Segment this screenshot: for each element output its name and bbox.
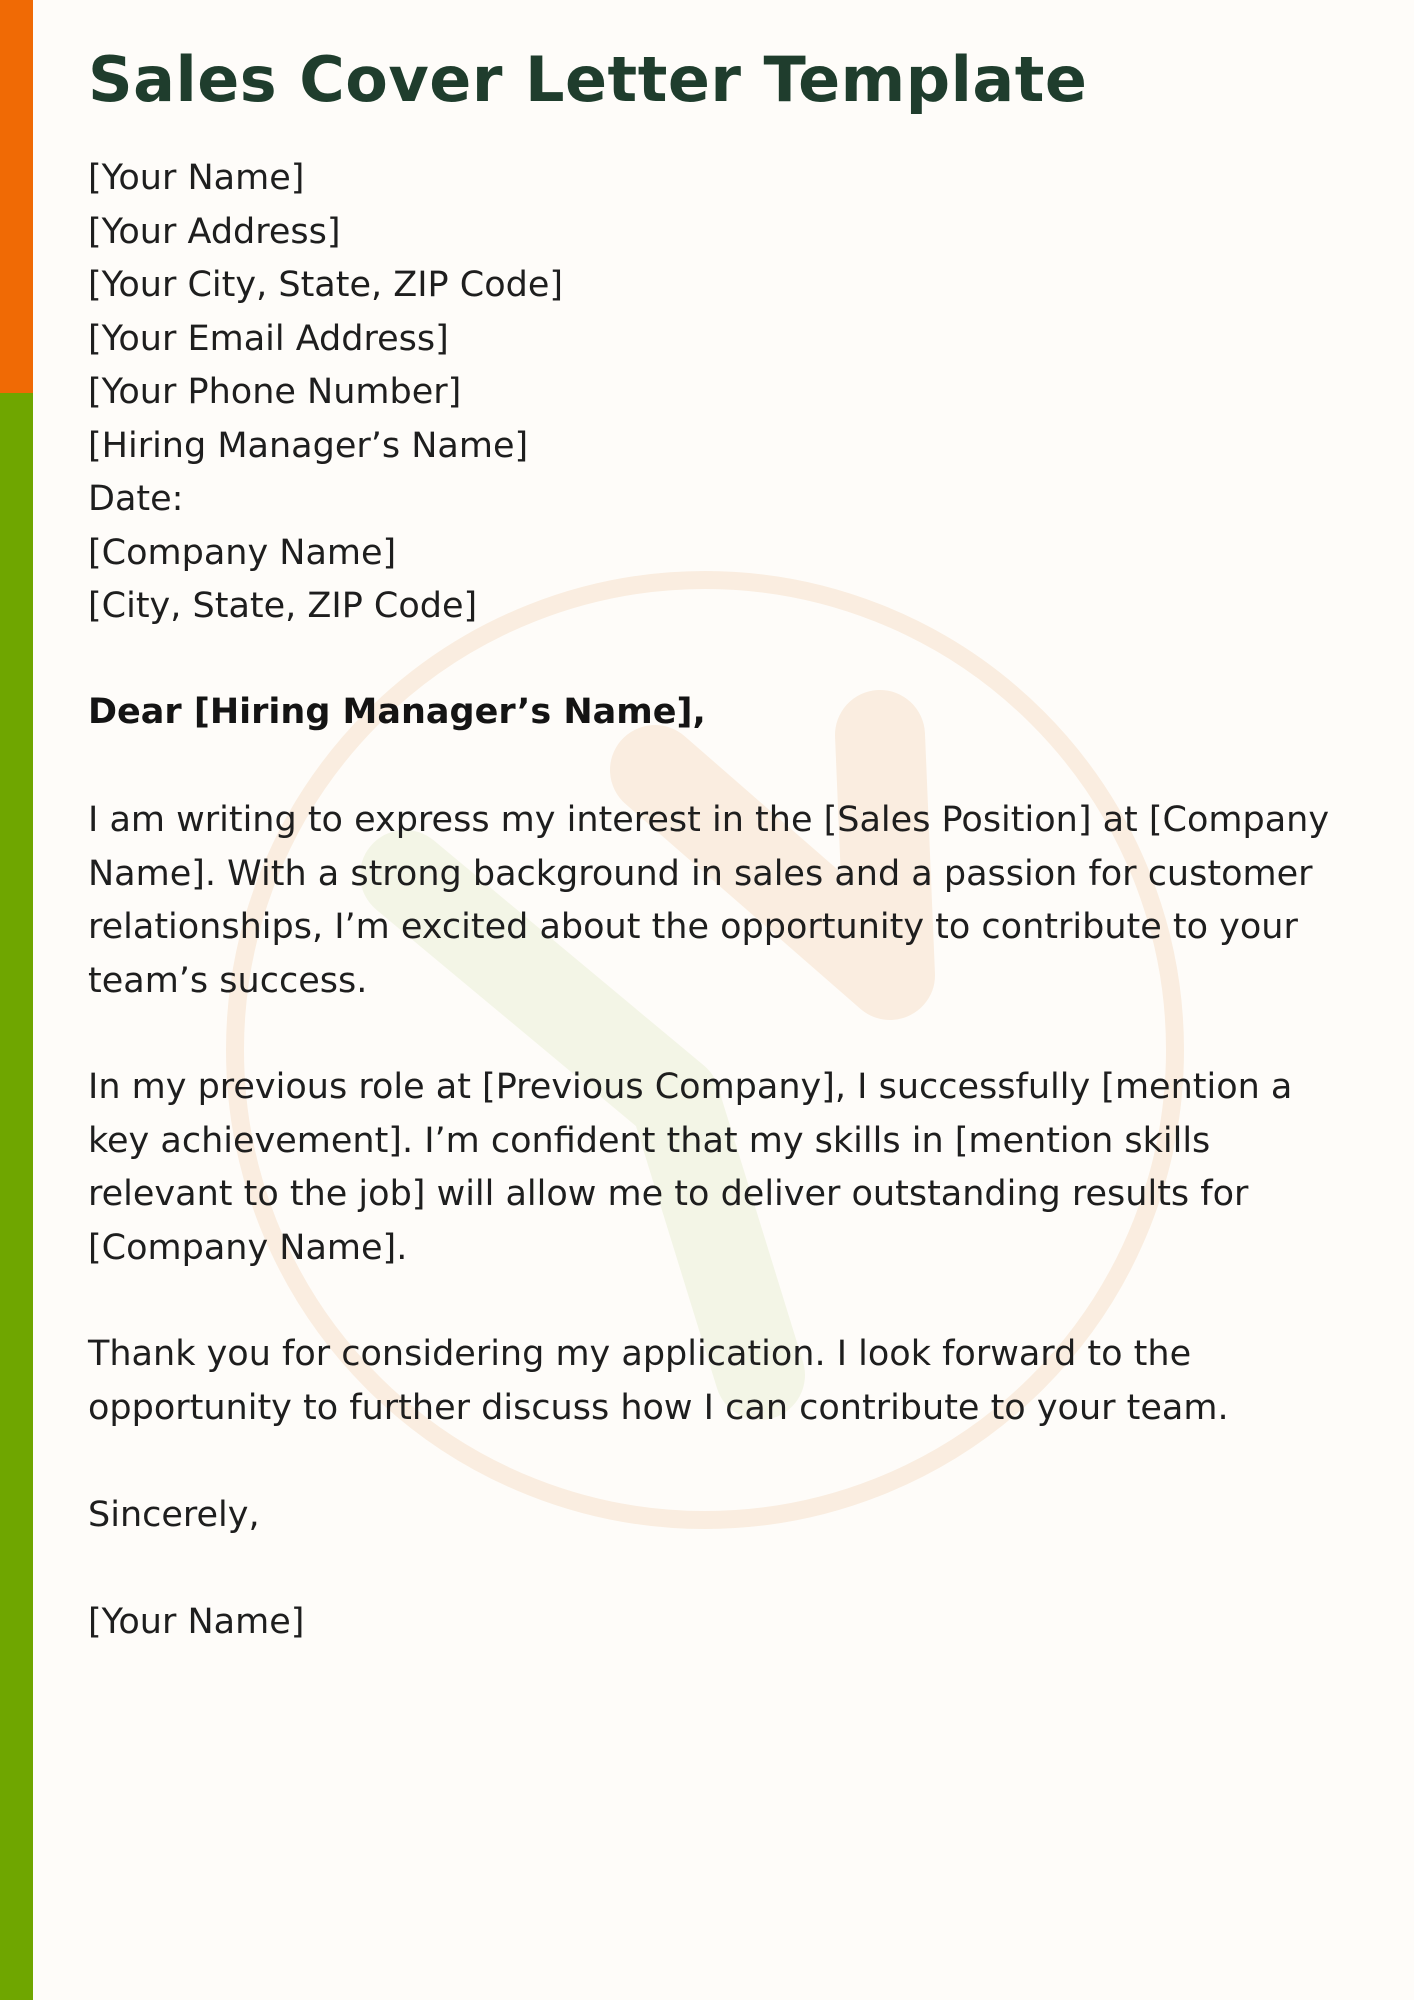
paragraph-line: relevant to the job] will allow me to deliver outstanding results for bbox=[88, 1174, 1249, 1214]
address-line-your-phone: [Your Phone Number] bbox=[88, 372, 462, 412]
paragraph-line: I am writing to express my interest in the [Sales Position] at [Company bbox=[88, 800, 1330, 840]
address-line-date: Date: bbox=[88, 479, 184, 519]
side-accent-bar-orange bbox=[0, 0, 33, 393]
address-line-your-city: [Your City, State, ZIP Code] bbox=[88, 265, 564, 305]
address-line-your-address: [Your Address] bbox=[88, 211, 341, 252]
paragraph-line: key achievement]. I’m confident that my skills in [mention skills bbox=[88, 1120, 1211, 1161]
paragraph-line: team’s success. bbox=[88, 960, 368, 1001]
address-line-your-name: [Your Name] bbox=[88, 158, 305, 198]
address-line-company-city: [City, State, ZIP Code] bbox=[88, 586, 478, 626]
paragraph-line: [Company Name]. bbox=[88, 1227, 408, 1268]
closing: Sincerely, bbox=[88, 1495, 260, 1535]
address-line-company-name: [Company Name] bbox=[88, 532, 397, 573]
paragraph-line: Name]. With a strong background in sales and a passion for customer bbox=[88, 853, 1313, 894]
paragraph-line: relationships, I’m excited about the opportunity to contribute to your bbox=[88, 907, 1298, 947]
paragraph-interest bbox=[88, 794, 1329, 1008]
paragraph-thanks bbox=[88, 1328, 1229, 1435]
greeting: Dear [Hiring Manager’s Name], bbox=[88, 692, 706, 732]
paragraph-line: Thank you for considering my application. I look forward to the bbox=[88, 1334, 1192, 1374]
address-block bbox=[88, 152, 563, 634]
paragraph-line: In my previous role at [Previous Company], I successfully [mention a bbox=[88, 1067, 1293, 1107]
side-accent-bar bbox=[0, 0, 33, 2000]
address-line-hiring-manager: [Hiring Manager’s Name] bbox=[88, 425, 529, 466]
signature-name: [Your Name] bbox=[88, 1602, 305, 1642]
address-line-your-email: [Your Email Address] bbox=[88, 318, 449, 359]
paragraph-experience bbox=[88, 1061, 1292, 1275]
side-accent-bar-green bbox=[0, 393, 33, 2000]
paragraph-line: opportunity to further discuss how I can contribute to your team. bbox=[88, 1387, 1229, 1428]
page-title: Sales Cover Letter Template bbox=[88, 43, 1088, 116]
